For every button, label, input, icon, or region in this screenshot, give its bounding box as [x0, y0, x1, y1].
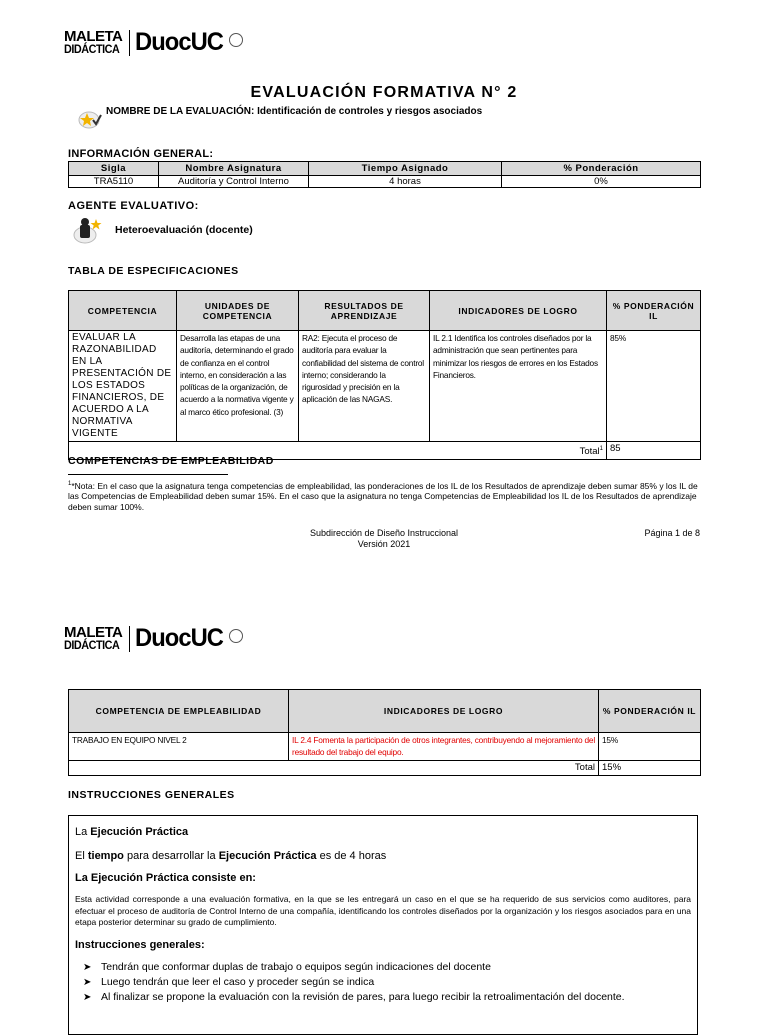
arrow-icon: ➤ — [83, 991, 92, 1003]
logo-separator — [129, 30, 131, 56]
cell-sigla: TRA5110 — [69, 176, 159, 188]
instructions-box — [68, 815, 698, 1035]
cell-ponderacion: 85% — [607, 331, 701, 442]
header-competencia-empleabilidad: COMPETENCIA DE EMPLEABILIDAD — [69, 690, 289, 733]
total-value: 15% — [599, 760, 701, 775]
arrow-icon: ➤ — [83, 961, 92, 973]
header-ponderacion: % PONDERACIÓN IL — [599, 690, 701, 733]
instr-paragraph: Esta actividad corresponde a una evaluación formativa, en la que se les entregará un caso en el que se ha requerido de sus servicios como auditores, para efectuar el proceso de auditoría de Control Interno de una compañía, identificando los controles diseñados por la organización y los riesgos asociados para en una etapa posterior determinar su grado de cumplimiento. — [75, 894, 691, 927]
total-label: Total — [69, 760, 599, 775]
logo-maleta: MALETA DIDÁCTICA — [64, 27, 123, 56]
cell-unidades: Desarrolla las etapas de una auditoría, determinando el grado de confianza en el control interno, en consideración a las políticas de la organización, de acuerdo a la normativa vigente y al marco ético profesional. (3) — [177, 331, 299, 442]
header-indicadores: INDICADORES DE LOGRO — [289, 690, 599, 733]
header-sigla: Sigla — [69, 162, 159, 176]
table-row — [69, 733, 701, 761]
table-header-row — [69, 291, 701, 331]
evaluation-name: NOMBRE DE LA EVALUACIÓN: Identificación de controles y riesgos asociados — [106, 106, 483, 117]
footer: Subdirección de Diseño Instruccional Versión 2021 — [309, 528, 459, 549]
cell-indicadores: IL 2.1 Identifica los controles diseñados por la administración que sean pertinentes para minimizar los riesgos de errores en los Estados Financieros. — [430, 331, 607, 442]
total-row — [69, 760, 701, 775]
cell-tiempo: 4 horas — [309, 176, 502, 188]
footnote: $^1$*Nota: En el caso que la asignatura tenga competencias de empleabilidad, las ponderaciones de los IL de los Resultados de aprendizaje deben sumar 85% y los IL de las Competencias de Empleabilidad deben sumar 15%. En el caso que la asignatura no tenga Competencias de Empleabilidad los IL de los Resultados de aprendizaje deben sumar 100%. — [68, 480, 698, 512]
agente-value: Heteroevaluación (docente) — [115, 224, 253, 236]
header-unidades: UNIDADES DE COMPETENCIA — [177, 291, 299, 331]
header-competencia: COMPETENCIA — [69, 291, 177, 331]
list-item: ➤ Luego tendrán que leer el caso y proceder según se indica — [83, 975, 375, 988]
teacher-icon — [72, 216, 102, 249]
footnote-divider — [68, 474, 228, 475]
list-item: ➤ Al finalizar se propone la evaluación con la revisión de pares, para luego recibir la retroalimentación del docente. — [83, 990, 625, 1003]
logo-separator — [129, 626, 131, 652]
seal-icon — [229, 629, 243, 643]
cell-nombre: Auditoría y Control Interno — [159, 176, 309, 188]
total-value: 85 — [607, 442, 701, 460]
logo-brand: DuocUC — [135, 624, 223, 652]
logo-brand: DuocUC — [135, 28, 223, 56]
header-indicadores: INDICADORES DE LOGRO — [430, 291, 607, 331]
evaluation-icon — [78, 103, 102, 134]
empleabilidad-table — [68, 689, 701, 776]
table-header-row — [69, 690, 701, 733]
seal-icon — [229, 33, 243, 47]
list-item: ➤ Tendrán que conformar duplas de trabajo o equipos según indicaciones del docente — [83, 960, 491, 973]
instr-line-2: El tiempo para desarrollar la Ejecución Práctica es de 4 horas — [75, 850, 387, 862]
instrucciones-heading: INSTRUCCIONES GENERALES — [68, 789, 235, 801]
table-header-row — [69, 162, 701, 176]
especificaciones-heading: TABLA DE ESPECIFICACIONES — [68, 265, 239, 277]
header-ponderacion: % Ponderación — [502, 162, 701, 176]
info-general-table — [68, 161, 701, 188]
specifications-table — [68, 290, 701, 460]
empleabilidad-heading: COMPETENCIAS DE EMPLEABILIDAD — [68, 455, 274, 467]
agente-heading: AGENTE EVALUATIVO: — [68, 200, 199, 212]
cell-ponderacion: 15% — [599, 733, 701, 761]
instr-line-1: La Ejecución Práctica — [75, 826, 189, 838]
header-ponderacion: % PONDERACIÓN IL — [607, 291, 701, 331]
instr-line-3: La Ejecución Práctica consiste en: — [75, 872, 256, 884]
instructions-list — [75, 961, 691, 1003]
page-number: Página 1 de 8 — [644, 528, 700, 538]
total-label: Total$^1$ — [69, 442, 607, 460]
cell-ponderacion: 0% — [502, 176, 701, 188]
header-nombre: Nombre Asignatura — [159, 162, 309, 176]
cell-indicador: IL 2.4 Fomenta la participación de otros integrantes, contribuyendo al mejoramiento del resultado del trabajo del equipo. — [289, 733, 599, 761]
header-tiempo: Tiempo Asignado — [309, 162, 502, 176]
header-resultados: RESULTADOS DE APRENDIZAJE — [299, 291, 430, 331]
info-general-heading: INFORMACIÓN GENERAL: — [68, 148, 214, 160]
cell-competencia: EVALUAR LA RAZONABILIDAD EN LA PRESENTACIÓN DE LOS ESTADOS FINANCIEROS, DE ACUERDO A LA NORMATIVA VIGENTE — [69, 331, 177, 442]
logo-maleta: MALETA DIDÁCTICA — [64, 623, 123, 652]
cell-resultados: RA2: Ejecuta el proceso de auditoría para evaluar la confiabilidad del sistema de control interno; considerando la rigurosidad y precisión en la aplicación de las NAGAS. — [299, 331, 430, 442]
logo — [64, 624, 243, 653]
instr-line-5: Instrucciones generales: — [75, 938, 205, 951]
page-title: EVALUACIÓN FORMATIVA N° 2 — [250, 84, 518, 101]
arrow-icon: ➤ — [83, 976, 92, 988]
table-row — [69, 176, 701, 188]
table-row — [69, 331, 701, 442]
cell-competencia: TRABAJO EN EQUIPO NIVEL 2 — [69, 733, 289, 761]
logo — [64, 28, 243, 57]
